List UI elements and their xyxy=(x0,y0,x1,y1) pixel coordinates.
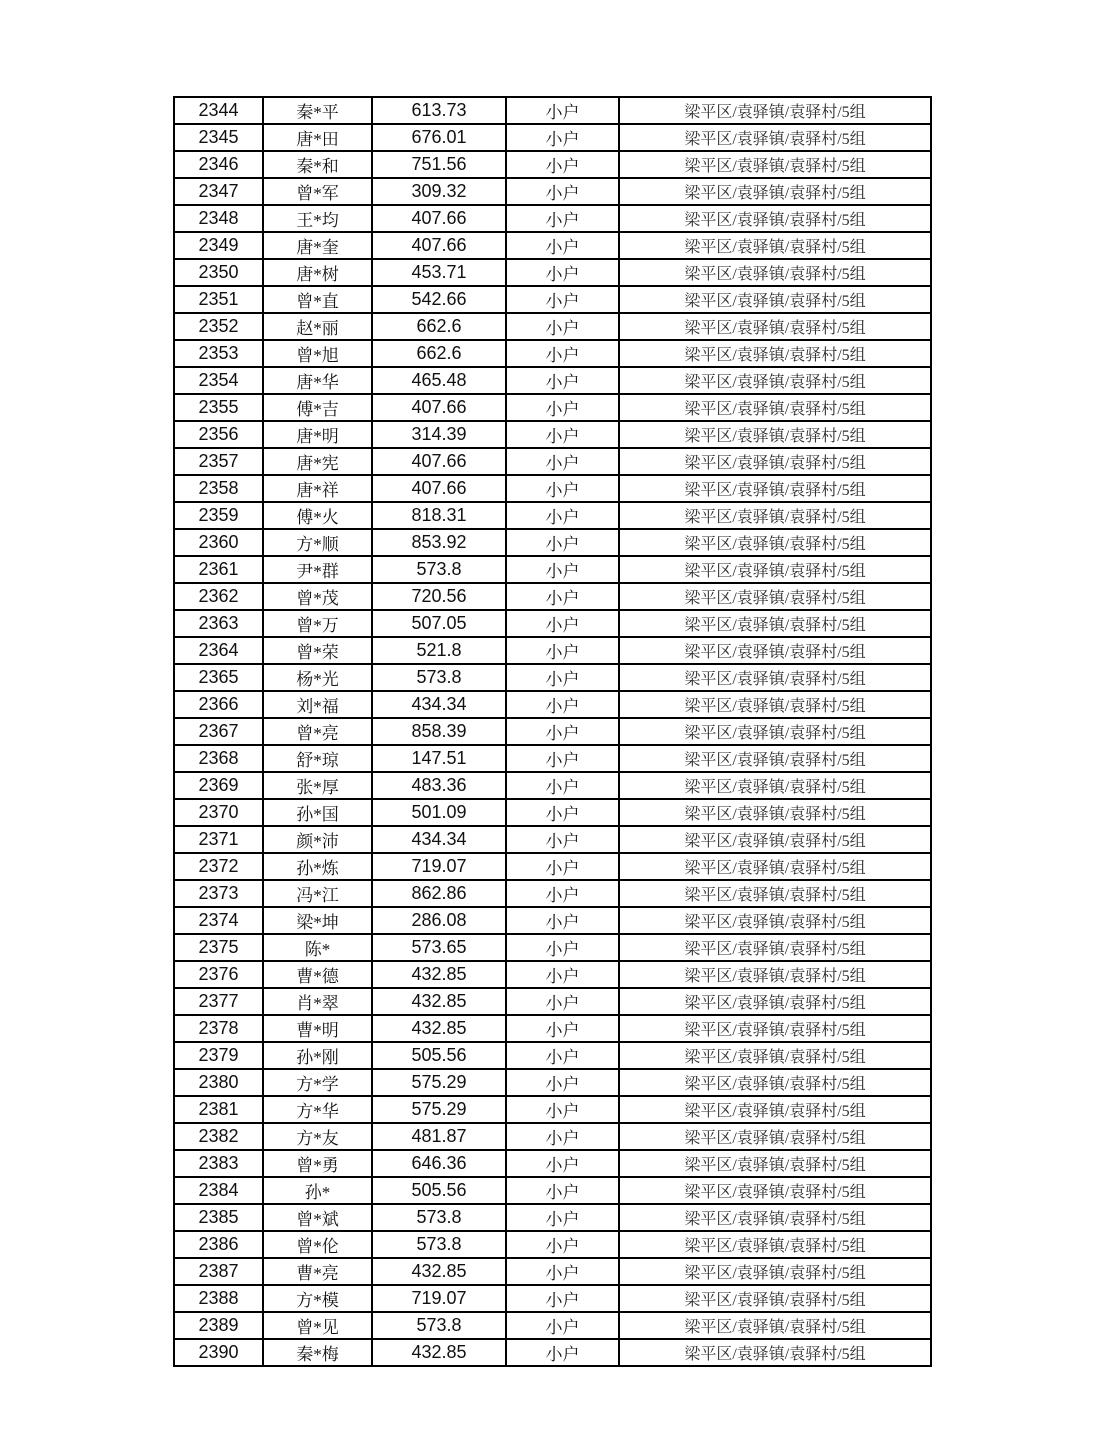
cell-masked-name: 唐*奎 xyxy=(263,232,372,259)
cell-location-path: 梁平区/袁驿镇/袁驿村/5组 xyxy=(619,691,931,718)
household-table-body xyxy=(174,97,931,1366)
cell-serial-number: 2362 xyxy=(174,583,263,610)
cell-location-path: 梁平区/袁驿镇/袁驿村/5组 xyxy=(619,421,931,448)
cell-household-type: 小户 xyxy=(506,178,619,205)
cell-serial-number: 2360 xyxy=(174,529,263,556)
cell-serial-number: 2387 xyxy=(174,1258,263,1285)
cell-location-path: 梁平区/袁驿镇/袁驿村/5组 xyxy=(619,124,931,151)
cell-masked-name: 曾*荣 xyxy=(263,637,372,664)
cell-area-value: 505.56 xyxy=(372,1177,506,1204)
cell-serial-number: 2374 xyxy=(174,907,263,934)
cell-location-path: 梁平区/袁驿镇/袁驿村/5组 xyxy=(619,502,931,529)
cell-location-path: 梁平区/袁驿镇/袁驿村/5组 xyxy=(619,475,931,502)
cell-household-type: 小户 xyxy=(506,259,619,286)
table-row xyxy=(174,583,931,610)
cell-household-type: 小户 xyxy=(506,502,619,529)
cell-area-value: 720.56 xyxy=(372,583,506,610)
table-row xyxy=(174,448,931,475)
cell-location-path: 梁平区/袁驿镇/袁驿村/5组 xyxy=(619,637,931,664)
cell-masked-name: 肖*翠 xyxy=(263,988,372,1015)
cell-masked-name: 孙*炼 xyxy=(263,853,372,880)
cell-masked-name: 曾*亮 xyxy=(263,718,372,745)
cell-area-value: 432.85 xyxy=(372,1339,506,1366)
table-row xyxy=(174,691,931,718)
cell-area-value: 613.73 xyxy=(372,97,506,124)
table-row xyxy=(174,475,931,502)
table-row xyxy=(174,1204,931,1231)
cell-area-value: 573.8 xyxy=(372,1231,506,1258)
cell-household-type: 小户 xyxy=(506,961,619,988)
cell-location-path: 梁平区/袁驿镇/袁驿村/5组 xyxy=(619,1150,931,1177)
cell-masked-name: 曾*万 xyxy=(263,610,372,637)
cell-area-value: 432.85 xyxy=(372,1258,506,1285)
table-row xyxy=(174,1285,931,1312)
cell-serial-number: 2364 xyxy=(174,637,263,664)
cell-masked-name: 唐*树 xyxy=(263,259,372,286)
cell-area-value: 853.92 xyxy=(372,529,506,556)
cell-masked-name: 舒*琼 xyxy=(263,745,372,772)
cell-masked-name: 唐*明 xyxy=(263,421,372,448)
cell-location-path: 梁平区/袁驿镇/袁驿村/5组 xyxy=(619,286,931,313)
cell-location-path: 梁平区/袁驿镇/袁驿村/5组 xyxy=(619,1123,931,1150)
cell-serial-number: 2354 xyxy=(174,367,263,394)
cell-serial-number: 2383 xyxy=(174,1150,263,1177)
cell-location-path: 梁平区/袁驿镇/袁驿村/5组 xyxy=(619,826,931,853)
cell-serial-number: 2361 xyxy=(174,556,263,583)
cell-serial-number: 2390 xyxy=(174,1339,263,1366)
table-row xyxy=(174,664,931,691)
cell-masked-name: 杨*光 xyxy=(263,664,372,691)
cell-serial-number: 2371 xyxy=(174,826,263,853)
cell-masked-name: 曾*旭 xyxy=(263,340,372,367)
cell-location-path: 梁平区/袁驿镇/袁驿村/5组 xyxy=(619,772,931,799)
cell-serial-number: 2349 xyxy=(174,232,263,259)
cell-masked-name: 孙*国 xyxy=(263,799,372,826)
cell-household-type: 小户 xyxy=(506,1123,619,1150)
cell-serial-number: 2379 xyxy=(174,1042,263,1069)
cell-masked-name: 方*友 xyxy=(263,1123,372,1150)
cell-masked-name: 曹*亮 xyxy=(263,1258,372,1285)
cell-masked-name: 秦*和 xyxy=(263,151,372,178)
cell-serial-number: 2357 xyxy=(174,448,263,475)
cell-masked-name: 曹*明 xyxy=(263,1015,372,1042)
cell-masked-name: 方*华 xyxy=(263,1096,372,1123)
table-row xyxy=(174,934,931,961)
table-row xyxy=(174,1096,931,1123)
cell-household-type: 小户 xyxy=(506,1204,619,1231)
cell-household-type: 小户 xyxy=(506,934,619,961)
table-row xyxy=(174,232,931,259)
table-row xyxy=(174,907,931,934)
cell-location-path: 梁平区/袁驿镇/袁驿村/5组 xyxy=(619,1258,931,1285)
cell-area-value: 434.34 xyxy=(372,691,506,718)
cell-serial-number: 2350 xyxy=(174,259,263,286)
table-row xyxy=(174,1258,931,1285)
cell-masked-name: 方*学 xyxy=(263,1069,372,1096)
cell-area-value: 483.36 xyxy=(372,772,506,799)
cell-household-type: 小户 xyxy=(506,1339,619,1366)
cell-household-type: 小户 xyxy=(506,583,619,610)
cell-location-path: 梁平区/袁驿镇/袁驿村/5组 xyxy=(619,583,931,610)
cell-household-type: 小户 xyxy=(506,1177,619,1204)
cell-area-value: 286.08 xyxy=(372,907,506,934)
cell-masked-name: 唐*华 xyxy=(263,367,372,394)
cell-location-path: 梁平区/袁驿镇/袁驿村/5组 xyxy=(619,988,931,1015)
cell-serial-number: 2388 xyxy=(174,1285,263,1312)
cell-household-type: 小户 xyxy=(506,610,619,637)
cell-serial-number: 2373 xyxy=(174,880,263,907)
cell-household-type: 小户 xyxy=(506,421,619,448)
cell-household-type: 小户 xyxy=(506,340,619,367)
cell-area-value: 481.87 xyxy=(372,1123,506,1150)
cell-household-type: 小户 xyxy=(506,772,619,799)
cell-serial-number: 2376 xyxy=(174,961,263,988)
cell-location-path: 梁平区/袁驿镇/袁驿村/5组 xyxy=(619,232,931,259)
table-row xyxy=(174,853,931,880)
cell-household-type: 小户 xyxy=(506,745,619,772)
cell-area-value: 719.07 xyxy=(372,1285,506,1312)
table-row xyxy=(174,394,931,421)
cell-household-type: 小户 xyxy=(506,1096,619,1123)
cell-masked-name: 傅*火 xyxy=(263,502,372,529)
table-row xyxy=(174,367,931,394)
cell-household-type: 小户 xyxy=(506,1015,619,1042)
cell-location-path: 梁平区/袁驿镇/袁驿村/5组 xyxy=(619,934,931,961)
cell-masked-name: 曾*见 xyxy=(263,1312,372,1339)
cell-serial-number: 2366 xyxy=(174,691,263,718)
cell-masked-name: 孙*刚 xyxy=(263,1042,372,1069)
cell-location-path: 梁平区/袁驿镇/袁驿村/5组 xyxy=(619,97,931,124)
cell-masked-name: 方*模 xyxy=(263,1285,372,1312)
cell-masked-name: 方*顺 xyxy=(263,529,372,556)
cell-area-value: 573.8 xyxy=(372,556,506,583)
cell-area-value: 818.31 xyxy=(372,502,506,529)
cell-household-type: 小户 xyxy=(506,1069,619,1096)
cell-area-value: 501.09 xyxy=(372,799,506,826)
cell-household-type: 小户 xyxy=(506,556,619,583)
table-row xyxy=(174,1150,931,1177)
cell-serial-number: 2368 xyxy=(174,745,263,772)
table-row xyxy=(174,1177,931,1204)
table-row xyxy=(174,961,931,988)
cell-masked-name: 尹*群 xyxy=(263,556,372,583)
cell-household-type: 小户 xyxy=(506,448,619,475)
cell-location-path: 梁平区/袁驿镇/袁驿村/5组 xyxy=(619,718,931,745)
table-row xyxy=(174,556,931,583)
cell-household-type: 小户 xyxy=(506,1042,619,1069)
cell-household-type: 小户 xyxy=(506,691,619,718)
cell-serial-number: 2348 xyxy=(174,205,263,232)
cell-household-type: 小户 xyxy=(506,124,619,151)
cell-area-value: 507.05 xyxy=(372,610,506,637)
cell-location-path: 梁平区/袁驿镇/袁驿村/5组 xyxy=(619,178,931,205)
table-row xyxy=(174,1231,931,1258)
cell-masked-name: 曾*勇 xyxy=(263,1150,372,1177)
cell-area-value: 662.6 xyxy=(372,340,506,367)
cell-location-path: 梁平区/袁驿镇/袁驿村/5组 xyxy=(619,1177,931,1204)
cell-area-value: 573.8 xyxy=(372,664,506,691)
cell-area-value: 719.07 xyxy=(372,853,506,880)
table-row xyxy=(174,313,931,340)
cell-masked-name: 陈* xyxy=(263,934,372,961)
cell-area-value: 575.29 xyxy=(372,1096,506,1123)
cell-serial-number: 2356 xyxy=(174,421,263,448)
table-row xyxy=(174,259,931,286)
cell-location-path: 梁平区/袁驿镇/袁驿村/5组 xyxy=(619,340,931,367)
cell-serial-number: 2355 xyxy=(174,394,263,421)
table-row xyxy=(174,205,931,232)
cell-household-type: 小户 xyxy=(506,1231,619,1258)
table-row xyxy=(174,1123,931,1150)
cell-masked-name: 唐*宪 xyxy=(263,448,372,475)
cell-serial-number: 2385 xyxy=(174,1204,263,1231)
cell-location-path: 梁平区/袁驿镇/袁驿村/5组 xyxy=(619,1339,931,1366)
cell-area-value: 309.32 xyxy=(372,178,506,205)
cell-area-value: 751.56 xyxy=(372,151,506,178)
cell-masked-name: 秦*梅 xyxy=(263,1339,372,1366)
cell-serial-number: 2370 xyxy=(174,799,263,826)
table-row xyxy=(174,1339,931,1366)
cell-masked-name: 王*均 xyxy=(263,205,372,232)
cell-location-path: 梁平区/袁驿镇/袁驿村/5组 xyxy=(619,205,931,232)
cell-area-value: 542.66 xyxy=(372,286,506,313)
cell-location-path: 梁平区/袁驿镇/袁驿村/5组 xyxy=(619,529,931,556)
cell-area-value: 407.66 xyxy=(372,205,506,232)
cell-area-value: 407.66 xyxy=(372,448,506,475)
cell-area-value: 862.86 xyxy=(372,880,506,907)
cell-serial-number: 2345 xyxy=(174,124,263,151)
cell-household-type: 小户 xyxy=(506,853,619,880)
cell-serial-number: 2381 xyxy=(174,1096,263,1123)
cell-area-value: 407.66 xyxy=(372,232,506,259)
cell-masked-name: 梁*坤 xyxy=(263,907,372,934)
cell-masked-name: 曾*直 xyxy=(263,286,372,313)
cell-area-value: 573.65 xyxy=(372,934,506,961)
table-row xyxy=(174,988,931,1015)
cell-household-type: 小户 xyxy=(506,880,619,907)
cell-masked-name: 刘*福 xyxy=(263,691,372,718)
cell-location-path: 梁平区/袁驿镇/袁驿村/5组 xyxy=(619,367,931,394)
cell-household-type: 小户 xyxy=(506,1150,619,1177)
cell-masked-name: 赵*丽 xyxy=(263,313,372,340)
cell-area-value: 407.66 xyxy=(372,475,506,502)
cell-location-path: 梁平区/袁驿镇/袁驿村/5组 xyxy=(619,799,931,826)
cell-serial-number: 2347 xyxy=(174,178,263,205)
table-row xyxy=(174,97,931,124)
table-row xyxy=(174,502,931,529)
table-row xyxy=(174,1312,931,1339)
cell-area-value: 453.71 xyxy=(372,259,506,286)
table-row xyxy=(174,718,931,745)
cell-location-path: 梁平区/袁驿镇/袁驿村/5组 xyxy=(619,664,931,691)
cell-location-path: 梁平区/袁驿镇/袁驿村/5组 xyxy=(619,1069,931,1096)
cell-masked-name: 孙* xyxy=(263,1177,372,1204)
cell-location-path: 梁平区/袁驿镇/袁驿村/5组 xyxy=(619,907,931,934)
household-table xyxy=(173,96,932,1367)
cell-household-type: 小户 xyxy=(506,907,619,934)
cell-serial-number: 2377 xyxy=(174,988,263,1015)
cell-location-path: 梁平区/袁驿镇/袁驿村/5组 xyxy=(619,259,931,286)
cell-household-type: 小户 xyxy=(506,988,619,1015)
cell-location-path: 梁平区/袁驿镇/袁驿村/5组 xyxy=(619,556,931,583)
cell-location-path: 梁平区/袁驿镇/袁驿村/5组 xyxy=(619,1231,931,1258)
cell-area-value: 521.8 xyxy=(372,637,506,664)
cell-serial-number: 2346 xyxy=(174,151,263,178)
table-row xyxy=(174,1069,931,1096)
cell-location-path: 梁平区/袁驿镇/袁驿村/5组 xyxy=(619,853,931,880)
cell-area-value: 858.39 xyxy=(372,718,506,745)
cell-masked-name: 曾*伦 xyxy=(263,1231,372,1258)
table-row xyxy=(174,1042,931,1069)
cell-masked-name: 秦*平 xyxy=(263,97,372,124)
table-row xyxy=(174,610,931,637)
cell-location-path: 梁平区/袁驿镇/袁驿村/5组 xyxy=(619,151,931,178)
cell-masked-name: 张*厚 xyxy=(263,772,372,799)
cell-household-type: 小户 xyxy=(506,97,619,124)
cell-location-path: 梁平区/袁驿镇/袁驿村/5组 xyxy=(619,448,931,475)
cell-masked-name: 唐*田 xyxy=(263,124,372,151)
cell-serial-number: 2386 xyxy=(174,1231,263,1258)
table-row xyxy=(174,745,931,772)
cell-area-value: 314.39 xyxy=(372,421,506,448)
cell-masked-name: 曾*斌 xyxy=(263,1204,372,1231)
cell-area-value: 432.85 xyxy=(372,988,506,1015)
cell-location-path: 梁平区/袁驿镇/袁驿村/5组 xyxy=(619,1204,931,1231)
cell-household-type: 小户 xyxy=(506,475,619,502)
cell-area-value: 676.01 xyxy=(372,124,506,151)
cell-area-value: 465.48 xyxy=(372,367,506,394)
cell-area-value: 573.8 xyxy=(372,1204,506,1231)
cell-household-type: 小户 xyxy=(506,205,619,232)
cell-serial-number: 2367 xyxy=(174,718,263,745)
cell-location-path: 梁平区/袁驿镇/袁驿村/5组 xyxy=(619,1015,931,1042)
cell-serial-number: 2369 xyxy=(174,772,263,799)
cell-location-path: 梁平区/袁驿镇/袁驿村/5组 xyxy=(619,745,931,772)
cell-area-value: 646.36 xyxy=(372,1150,506,1177)
cell-household-type: 小户 xyxy=(506,151,619,178)
cell-serial-number: 2344 xyxy=(174,97,263,124)
cell-location-path: 梁平区/袁驿镇/袁驿村/5组 xyxy=(619,1285,931,1312)
cell-serial-number: 2363 xyxy=(174,610,263,637)
cell-area-value: 407.66 xyxy=(372,394,506,421)
table-row xyxy=(174,286,931,313)
cell-household-type: 小户 xyxy=(506,1285,619,1312)
cell-area-value: 575.29 xyxy=(372,1069,506,1096)
cell-serial-number: 2365 xyxy=(174,664,263,691)
cell-household-type: 小户 xyxy=(506,394,619,421)
cell-location-path: 梁平区/袁驿镇/袁驿村/5组 xyxy=(619,394,931,421)
cell-area-value: 573.8 xyxy=(372,1312,506,1339)
cell-location-path: 梁平区/袁驿镇/袁驿村/5组 xyxy=(619,1042,931,1069)
cell-masked-name: 傅*吉 xyxy=(263,394,372,421)
cell-serial-number: 2382 xyxy=(174,1123,263,1150)
cell-serial-number: 2351 xyxy=(174,286,263,313)
cell-location-path: 梁平区/袁驿镇/袁驿村/5组 xyxy=(619,961,931,988)
table-row xyxy=(174,178,931,205)
cell-location-path: 梁平区/袁驿镇/袁驿村/5组 xyxy=(619,880,931,907)
cell-area-value: 505.56 xyxy=(372,1042,506,1069)
cell-area-value: 147.51 xyxy=(372,745,506,772)
cell-area-value: 662.6 xyxy=(372,313,506,340)
cell-masked-name: 曹*德 xyxy=(263,961,372,988)
cell-serial-number: 2375 xyxy=(174,934,263,961)
cell-serial-number: 2372 xyxy=(174,853,263,880)
cell-household-type: 小户 xyxy=(506,286,619,313)
cell-household-type: 小户 xyxy=(506,1258,619,1285)
cell-masked-name: 唐*祥 xyxy=(263,475,372,502)
cell-area-value: 432.85 xyxy=(372,961,506,988)
cell-location-path: 梁平区/袁驿镇/袁驿村/5组 xyxy=(619,1312,931,1339)
table-row xyxy=(174,124,931,151)
cell-location-path: 梁平区/袁驿镇/袁驿村/5组 xyxy=(619,1096,931,1123)
cell-household-type: 小户 xyxy=(506,367,619,394)
table-row xyxy=(174,772,931,799)
cell-serial-number: 2389 xyxy=(174,1312,263,1339)
cell-area-value: 432.85 xyxy=(372,1015,506,1042)
cell-serial-number: 2352 xyxy=(174,313,263,340)
cell-masked-name: 曾*茂 xyxy=(263,583,372,610)
cell-serial-number: 2359 xyxy=(174,502,263,529)
cell-household-type: 小户 xyxy=(506,664,619,691)
table-row xyxy=(174,1015,931,1042)
table-row xyxy=(174,151,931,178)
table-row xyxy=(174,637,931,664)
table-row xyxy=(174,880,931,907)
cell-serial-number: 2384 xyxy=(174,1177,263,1204)
cell-serial-number: 2353 xyxy=(174,340,263,367)
cell-masked-name: 颜*沛 xyxy=(263,826,372,853)
cell-household-type: 小户 xyxy=(506,1312,619,1339)
cell-household-type: 小户 xyxy=(506,826,619,853)
cell-serial-number: 2380 xyxy=(174,1069,263,1096)
cell-household-type: 小户 xyxy=(506,799,619,826)
cell-area-value: 434.34 xyxy=(372,826,506,853)
cell-serial-number: 2378 xyxy=(174,1015,263,1042)
cell-household-type: 小户 xyxy=(506,637,619,664)
cell-household-type: 小户 xyxy=(506,529,619,556)
cell-location-path: 梁平区/袁驿镇/袁驿村/5组 xyxy=(619,313,931,340)
table-row xyxy=(174,421,931,448)
table-row xyxy=(174,799,931,826)
cell-masked-name: 冯*江 xyxy=(263,880,372,907)
table-row xyxy=(174,826,931,853)
table-row xyxy=(174,529,931,556)
cell-household-type: 小户 xyxy=(506,718,619,745)
cell-household-type: 小户 xyxy=(506,313,619,340)
cell-location-path: 梁平区/袁驿镇/袁驿村/5组 xyxy=(619,610,931,637)
cell-household-type: 小户 xyxy=(506,232,619,259)
cell-masked-name: 曾*军 xyxy=(263,178,372,205)
table-row xyxy=(174,340,931,367)
cell-serial-number: 2358 xyxy=(174,475,263,502)
